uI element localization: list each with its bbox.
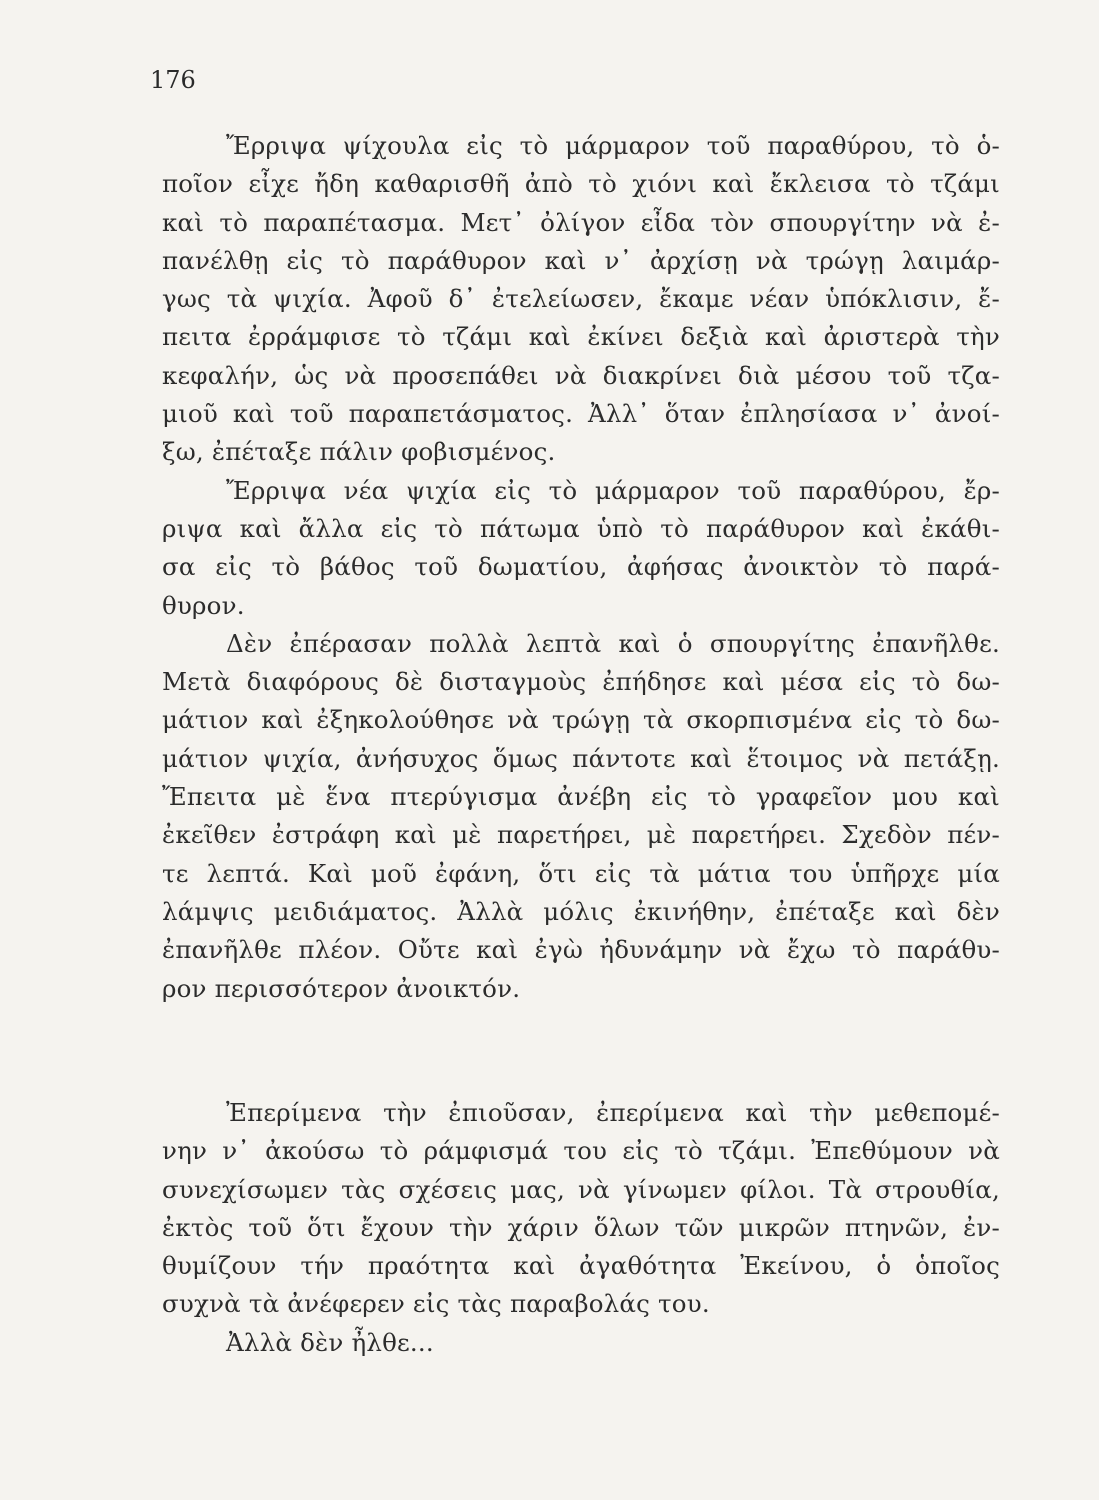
text-line: θυρον.	[162, 590, 245, 620]
text-line: ξω, ἐπέταξε πάλιν φοβισμένος.	[162, 437, 556, 467]
text-line: ρον περισσότερον ἀνοικτόν.	[162, 973, 521, 1003]
text-line: μάτιον ψιχία, ἀνήσυχος ὅμως πάντοτε καὶ ἕτοιμος νὰ πετάξῃ.	[162, 743, 1000, 773]
page-number: 176	[150, 66, 196, 94]
text-block-main	[162, 127, 1000, 1008]
text-line: ἐκτὸς τοῦ ὅτι ἔχουν τὴν χάριν ὅλων τῶν μικρῶν πτηνῶν, ἐν-	[162, 1212, 1000, 1242]
text-line: θυμίζουν τήν πραότητα καὶ ἀγαθότητα Ἐκείνου, ὁ ὁποῖος	[162, 1251, 1000, 1281]
text-block-closing	[162, 1094, 1000, 1362]
text-line: καὶ τὸ παραπέτασμα. Μετ᾽ ὀλίγον εἶδα τὸν σπουργίτην νὰ ἐ-	[162, 207, 1000, 237]
text-line: Ἔρριψα νέα ψιχία εἰς τὸ μάρμαρον τοῦ παραθύρου, ἔρ-	[226, 475, 1000, 505]
text-line: Ἔρριψα ψίχουλα εἰς τὸ μάρμαρον τοῦ παραθύρου, τὸ ὁ-	[226, 131, 1000, 160]
text-line: νην ν᾽ ἀκούσω τὸ ράμφισμά του εἰς τὸ τζάμι. Ἐπεθύμουν νὰ	[162, 1136, 1000, 1166]
text-line: Ἀλλὰ δὲν ἦλθε...	[226, 1327, 434, 1357]
text-line: ριψα καὶ ἄλλα εἰς τὸ πάτωμα ὑπὸ τὸ παράθυρον καὶ ἐκάθι-	[162, 513, 1000, 543]
text-line: σα εἰς τὸ βάθος τοῦ δωματίου, ἀφήσας ἀνοικτὸν τὸ παρά-	[162, 552, 1000, 582]
text-line: μιοῦ καὶ τοῦ παραπετάσματος. Ἀλλ᾽ ὅταν ἐπλησίασα ν᾽ ἀνοί-	[162, 399, 1000, 429]
text-line: κεφαλήν, ὡς νὰ προσεπάθει νὰ διακρίνει διὰ μέσου τοῦ τζα-	[162, 360, 1000, 390]
text-line: λάμψις μειδιάματος. Ἀλλὰ μόλις ἐκινήθην, ἐπέταξε καὶ δὲν	[162, 896, 1000, 926]
text-line: συχνὰ τὰ ἀνέφερεν εἰς τὰς παραβολάς του.	[162, 1289, 710, 1319]
text-line: Ἐπερίμενα τὴν ἐπιοῦσαν, ἐπερίμενα καὶ τὴν μεθεπομέ-	[226, 1098, 1000, 1127]
text-line: ἐπανῆλθε πλέον. Οὔτε καὶ ἐγὼ ἠδυνάμην νὰ ἔχω τὸ παράθυ-	[162, 935, 1000, 965]
text-line: Ἔπειτα μὲ ἕνα πτερύγισμα ἀνέβη εἰς τὸ γραφεῖον μου καὶ	[162, 782, 1000, 812]
text-line: πειτα ἐρράμφισε τὸ τζάμι καὶ ἐκίνει δεξιὰ καὶ ἀριστερὰ τὴν	[162, 322, 1000, 352]
text-line: Δὲν ἐπέρασαν πολλὰ λεπτὰ καὶ ὁ σπουργίτης ἐπανῆλθε.	[226, 628, 1000, 658]
text-line: πανέλθῃ εἰς τὸ παράθυρον καὶ ν᾽ ἀρχίσῃ νὰ τρώγῃ λαιμάρ-	[162, 245, 1000, 275]
text-line: Μετὰ διαφόρους δὲ δισταγμοὺς ἐπήδησε καὶ μέσα εἰς τὸ δω-	[162, 667, 1000, 697]
text-line: συνεχίσωμεν τὰς σχέσεις μας, νὰ γίνωμεν φίλοι. Τὰ στρουθία,	[162, 1174, 1000, 1204]
text-line: γως τὰ ψιχία. Ἀφοῦ δ᾽ ἐτελείωσεν, ἔκαμε νέαν ὑπόκλισιν, ἔ-	[162, 284, 1000, 314]
text-line: ἐκεῖθεν ἐστράφη καὶ μὲ παρετήρει, μὲ παρετήρει. Σχεδὸν πέν-	[162, 820, 1000, 850]
text-line: τε λεπτά. Καὶ μοῦ ἐφάνη, ὅτι εἰς τὰ μάτια του ὑπῆρχε μία	[162, 858, 1000, 888]
text-line: μάτιον καὶ ἐξηκολούθησε νὰ τρώγῃ τὰ σκορπισμένα εἰς τὸ δω-	[162, 705, 1000, 735]
text-line: ποῖον εἶχε ἤδη καθαρισθῆ ἀπὸ τὸ χιόνι καὶ ἔκλεισα τὸ τζάμι	[162, 169, 1000, 199]
